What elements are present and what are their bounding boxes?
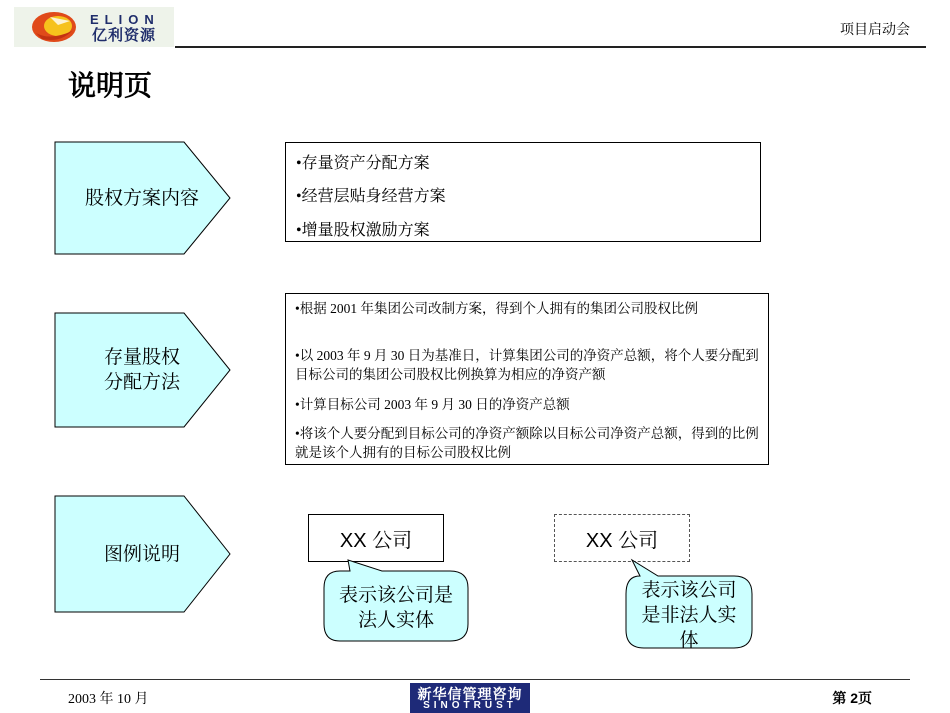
equity-item-1: •存量资产分配方案 — [296, 155, 430, 172]
stock-method-label — [56, 314, 228, 426]
equity-content-label: 股权方案内容 — [84, 187, 199, 209]
method-item-1: •根据 2001 年集团公司改制方案，得到个人拥有的集团公司股权比例 — [295, 301, 698, 316]
footer-divider — [40, 679, 910, 680]
header-divider — [175, 46, 926, 48]
equity-item-3: •增量股权激励方案 — [296, 222, 430, 239]
stock-method-box — [285, 293, 769, 465]
nonlegal-company-label: XX 公司 — [585, 529, 659, 552]
logo-text-en: ELION — [90, 12, 160, 27]
legal-company-box — [308, 514, 444, 562]
page-number: 第 2页 — [832, 690, 872, 706]
equity-item-2: •经营层贴身经营方案 — [296, 188, 446, 205]
legend-label: 图例说明 — [103, 543, 180, 565]
footer-date: 2003 年 10 月 — [68, 692, 149, 707]
method-item-3: •计算目标公司 2003 年 9 月 30 日的净资产总额 — [295, 397, 570, 412]
stock-method-label-line2: 分配方法 — [103, 372, 180, 393]
sinotrust-logo — [410, 683, 530, 713]
sinotrust-logo-cn: 新华信管理咨询 — [417, 686, 523, 702]
header-title: 项目启动会 — [840, 21, 910, 37]
equity-content-box — [285, 142, 761, 242]
page-title: 说明页 — [68, 70, 153, 101]
legal-company-label: XX 公司 — [339, 529, 413, 552]
stock-method-label-line1: 存量股权 — [103, 347, 180, 368]
logo-text-cn: 亿利资源 — [92, 27, 157, 44]
nonlegal-callout-text: 表示该公司是非法人实体 — [641, 580, 737, 651]
method-item-2: •以 2003 年 9 月 30 日为基准日，计算集团公司的净资产总额，将个人要分配到目标公司的集团公司股权比例换算为相应的净资产额 — [295, 348, 759, 382]
method-item-4: •将该个人要分配到目标公司的净资产额除以目标公司净资产总额，得到的比例就是该个人拥有的目标公司股权比例 — [295, 426, 759, 460]
legal-callout-text: 表示该公司是法人实体 — [338, 585, 453, 631]
nonlegal-company-box — [554, 514, 690, 562]
sinotrust-logo-en: SINOTRUST — [423, 700, 517, 711]
